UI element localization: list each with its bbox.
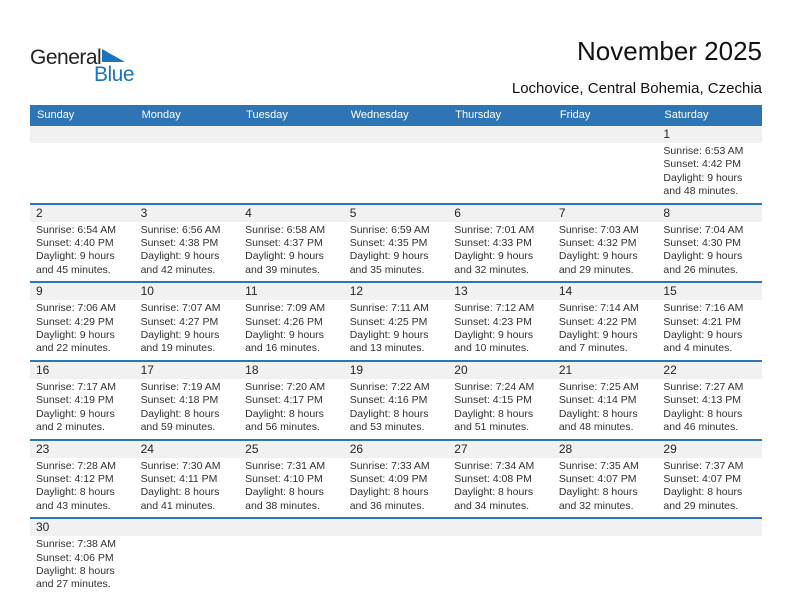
- day-number: 19: [349, 362, 364, 377]
- page-subtitle: Lochovice, Central Bohemia, Czechia: [511, 80, 762, 97]
- sunset-text: Sunset: 4:25 PM: [349, 315, 428, 328]
- day-number: 28: [558, 441, 573, 456]
- week-row: [30, 203, 762, 282]
- day-cell: [553, 143, 658, 203]
- day-number: [30, 126, 135, 143]
- sunset-text: Sunset: 4:15 PM: [454, 394, 532, 407]
- sunrise-text: Sunrise: 6:53 AM: [663, 145, 744, 157]
- week-row: [30, 360, 762, 439]
- sunset-text: Sunset: 4:06 PM: [36, 551, 114, 564]
- weekday-header: Monday: [141, 109, 181, 121]
- sunset-text: Sunset: 4:42 PM: [663, 158, 742, 171]
- week-row: [30, 281, 762, 360]
- week-row: [30, 517, 762, 596]
- sunset-text: Sunset: 4:13 PM: [663, 394, 742, 407]
- day-cell: [344, 536, 449, 596]
- sunset-text: Sunset: 4:32 PM: [558, 237, 637, 250]
- daylight-text: Daylight: 8 hours and 46 minutes.: [663, 407, 743, 434]
- sunrise-text: Sunrise: 7:09 AM: [245, 302, 326, 315]
- day-cell: [135, 222, 240, 282]
- daylight-text: Daylight: 9 hours and 45 minutes.: [36, 250, 115, 276]
- sunrise-text: Sunrise: 7:38 AM: [36, 538, 116, 551]
- day-cell: [30, 300, 135, 360]
- sunrise-text: Sunrise: 7:11 AM: [349, 302, 429, 315]
- sunrise-text: Sunrise: 6:56 AM: [140, 223, 221, 236]
- day-content-row: [30, 379, 762, 439]
- weekday-header: Friday: [559, 109, 591, 121]
- day-number-band: [30, 362, 762, 379]
- daylight-text: Daylight: 8 hours and 43 minutes.: [36, 486, 115, 512]
- day-cell: [657, 536, 762, 596]
- day-cell: [553, 536, 658, 596]
- sunset-text: Sunset: 4:38 PM: [140, 237, 219, 250]
- day-cell: [448, 379, 553, 439]
- day-cell: [344, 300, 449, 360]
- sunrise-text: Sunrise: 7:27 AM: [663, 380, 744, 393]
- day-number: 14: [558, 284, 573, 299]
- day-number: 29: [663, 441, 677, 456]
- day-cell: [657, 143, 762, 203]
- daylight-text: Daylight: 8 hours and 51 minutes.: [454, 407, 534, 434]
- weekday-header: Tuesday: [246, 109, 288, 121]
- title-block: [512, 36, 762, 97]
- daylight-text: Daylight: 9 hours and 13 minutes.: [349, 329, 429, 355]
- weekday-header: Thursday: [455, 109, 502, 121]
- day-cell: [239, 300, 344, 360]
- day-cell: [657, 379, 762, 439]
- sunrise-text: Sunrise: 7:16 AM: [663, 302, 744, 315]
- day-cell: [448, 222, 553, 282]
- day-number: [239, 519, 344, 536]
- sunrise-text: Sunrise: 7:35 AM: [558, 459, 639, 472]
- day-cell: [657, 300, 762, 360]
- sunset-text: Sunset: 4:22 PM: [558, 315, 637, 328]
- day-cell: [135, 143, 240, 203]
- day-cell: [239, 536, 344, 596]
- calendar-grid: [30, 105, 762, 596]
- day-number-band: [30, 519, 762, 536]
- sunrise-text: Sunrise: 7:01 AM: [454, 223, 535, 236]
- day-cell: [239, 379, 344, 439]
- sunset-text: Sunset: 4:18 PM: [140, 394, 219, 407]
- page-title: November 2025: [577, 36, 762, 66]
- day-number: [135, 126, 240, 143]
- daylight-text: Daylight: 8 hours and 56 minutes.: [245, 407, 324, 434]
- day-cell: [30, 458, 135, 518]
- day-cell: [30, 143, 135, 203]
- day-number: 8: [663, 205, 671, 220]
- sunset-text: Sunset: 4:21 PM: [663, 315, 742, 328]
- logo-triangle-icon: [102, 49, 125, 62]
- sunset-text: Sunset: 4:37 PM: [245, 237, 323, 250]
- day-number: 4: [245, 205, 252, 220]
- day-number: 2: [36, 205, 43, 220]
- day-number: 15: [663, 284, 677, 299]
- sunset-text: Sunset: 4:16 PM: [349, 394, 428, 407]
- day-cell: [344, 379, 449, 439]
- day-cell: [657, 458, 762, 518]
- day-number: 11: [245, 284, 258, 299]
- day-cell: [553, 379, 658, 439]
- sunrise-text: Sunrise: 6:54 AM: [36, 223, 116, 236]
- logo-text-general: General: [30, 46, 102, 69]
- day-cell: [344, 458, 449, 518]
- daylight-text: Daylight: 9 hours and 2 minutes.: [36, 407, 115, 434]
- sunset-text: Sunset: 4:29 PM: [36, 315, 114, 328]
- day-number: [344, 126, 449, 143]
- day-cell: [135, 536, 240, 596]
- sunrise-text: Sunrise: 6:59 AM: [349, 223, 430, 236]
- sunrise-text: Sunrise: 7:22 AM: [349, 380, 430, 393]
- day-cell: [448, 143, 553, 203]
- logo-text-blue: Blue: [94, 63, 135, 86]
- daylight-text: Daylight: 9 hours and 29 minutes.: [558, 250, 638, 276]
- day-cell: [448, 536, 553, 596]
- daylight-text: Daylight: 9 hours and 35 minutes.: [349, 250, 429, 276]
- sunrise-text: Sunrise: 7:34 AM: [454, 459, 535, 472]
- day-number: 27: [454, 441, 468, 456]
- day-cell: [135, 379, 240, 439]
- day-cell: [344, 222, 449, 282]
- day-number: 16: [36, 362, 50, 377]
- day-number-band: [30, 205, 762, 222]
- day-number: [657, 519, 762, 536]
- sunset-text: Sunset: 4:08 PM: [454, 472, 532, 485]
- daylight-text: Daylight: 8 hours and 38 minutes.: [245, 486, 324, 512]
- day-number: [448, 519, 553, 536]
- daylight-text: Daylight: 8 hours and 32 minutes.: [558, 486, 638, 512]
- sunset-text: Sunset: 4:33 PM: [454, 237, 532, 250]
- sunrise-text: Sunrise: 7:20 AM: [245, 380, 326, 393]
- week-row: [30, 126, 762, 203]
- sunrise-text: Sunrise: 7:06 AM: [36, 302, 116, 315]
- day-number: 17: [140, 362, 154, 377]
- day-cell: [344, 143, 449, 203]
- day-number: 3: [140, 205, 148, 220]
- sunrise-text: Sunrise: 7:17 AM: [36, 380, 116, 393]
- sunrise-text: Sunrise: 7:19 AM: [140, 380, 221, 393]
- day-number: [553, 519, 658, 536]
- weekday-header: Saturday: [664, 109, 709, 121]
- sunset-text: Sunset: 4:11 PM: [140, 472, 218, 485]
- day-cell: [30, 536, 135, 596]
- sunset-text: Sunset: 4:30 PM: [663, 237, 742, 250]
- sunrise-text: Sunrise: 7:31 AM: [245, 459, 326, 472]
- sunrise-text: Sunrise: 7:28 AM: [36, 459, 116, 472]
- day-content-row: [30, 300, 762, 360]
- sunrise-text: Sunrise: 7:12 AM: [454, 302, 535, 315]
- day-number: [344, 519, 449, 536]
- daylight-text: Daylight: 8 hours and 59 minutes.: [140, 407, 220, 434]
- day-number: 9: [36, 284, 43, 299]
- sunset-text: Sunset: 4:27 PM: [140, 315, 219, 328]
- daylight-text: Daylight: 9 hours and 39 minutes.: [245, 250, 324, 276]
- day-number: 24: [140, 441, 154, 456]
- daylight-text: Daylight: 8 hours and 27 minutes.: [36, 564, 115, 591]
- day-number: 10: [140, 284, 154, 299]
- daylight-text: Daylight: 8 hours and 34 minutes.: [454, 486, 534, 512]
- day-number: [239, 126, 344, 143]
- day-cell: [553, 300, 658, 360]
- sunrise-text: Sunrise: 7:24 AM: [454, 380, 535, 393]
- day-number: 13: [454, 284, 468, 299]
- sunset-text: Sunset: 4:09 PM: [349, 472, 428, 485]
- day-number: 22: [663, 362, 677, 377]
- day-number: 6: [454, 205, 461, 220]
- day-cell: [239, 143, 344, 203]
- weeks-container: [30, 126, 762, 596]
- sunrise-text: Sunrise: 7:30 AM: [140, 459, 221, 472]
- daylight-text: Daylight: 8 hours and 48 minutes.: [558, 407, 638, 434]
- daylight-text: Daylight: 9 hours and 26 minutes.: [663, 250, 743, 276]
- day-cell: [657, 222, 762, 282]
- day-number-band: [30, 126, 762, 143]
- daylight-text: Daylight: 9 hours and 22 minutes.: [36, 329, 115, 355]
- day-content-row: [30, 143, 762, 203]
- day-cell: [448, 300, 553, 360]
- daylight-text: Daylight: 9 hours and 19 minutes.: [140, 329, 220, 355]
- sunset-text: Sunset: 4:07 PM: [663, 472, 742, 485]
- day-cell: [239, 458, 344, 518]
- sunset-text: Sunset: 4:35 PM: [349, 237, 428, 250]
- day-number: 20: [454, 362, 468, 377]
- weekday-header: Wednesday: [350, 109, 409, 121]
- daylight-text: Daylight: 9 hours and 10 minutes.: [454, 329, 534, 355]
- daylight-text: Daylight: 8 hours and 36 minutes.: [349, 486, 429, 512]
- sunset-text: Sunset: 4:10 PM: [245, 472, 323, 485]
- day-number: 12: [349, 284, 364, 299]
- sunrise-text: Sunrise: 7:14 AM: [558, 302, 639, 315]
- daylight-text: Daylight: 8 hours and 29 minutes.: [663, 486, 743, 512]
- day-cell: [553, 458, 658, 518]
- day-content-row: [30, 458, 762, 518]
- day-number: [135, 519, 240, 536]
- weekday-header-row: [30, 105, 762, 126]
- daylight-text: Daylight: 8 hours and 41 minutes.: [140, 486, 220, 512]
- day-cell: [30, 379, 135, 439]
- week-row: [30, 439, 762, 518]
- sunrise-text: Sunrise: 7:07 AM: [140, 302, 221, 315]
- sunset-text: Sunset: 4:14 PM: [558, 394, 637, 407]
- day-cell: [239, 222, 344, 282]
- day-cell: [553, 222, 658, 282]
- sunset-text: Sunset: 4:12 PM: [36, 472, 114, 485]
- day-cell: [135, 458, 240, 518]
- weekday-header: Sunday: [37, 109, 75, 121]
- daylight-text: Daylight: 9 hours and 48 minutes.: [663, 171, 743, 198]
- sunrise-text: Sunrise: 6:58 AM: [245, 223, 326, 236]
- daylight-text: Daylight: 9 hours and 7 minutes.: [558, 329, 638, 355]
- day-cell: [30, 222, 135, 282]
- day-number: [448, 126, 553, 143]
- sunrise-text: Sunrise: 7:03 AM: [558, 223, 639, 236]
- day-cell: [448, 458, 553, 518]
- day-number-band: [30, 283, 762, 300]
- daylight-text: Daylight: 9 hours and 16 minutes.: [245, 329, 324, 355]
- day-content-row: [30, 222, 762, 282]
- day-number: 1: [663, 127, 671, 141]
- sunrise-text: Sunrise: 7:04 AM: [663, 223, 744, 236]
- day-number: 26: [349, 441, 364, 456]
- day-number: 25: [245, 441, 259, 456]
- day-number: 5: [349, 205, 357, 220]
- day-number: 23: [36, 441, 50, 456]
- day-number: 18: [245, 362, 259, 377]
- sunset-text: Sunset: 4:19 PM: [36, 394, 114, 407]
- sunset-text: Sunset: 4:26 PM: [245, 315, 323, 328]
- general-blue-logo: [30, 46, 180, 87]
- sunset-text: Sunset: 4:40 PM: [36, 237, 114, 250]
- daylight-text: Daylight: 9 hours and 32 minutes.: [454, 250, 534, 276]
- sunset-text: Sunset: 4:17 PM: [245, 394, 323, 407]
- daylight-text: Daylight: 9 hours and 4 minutes.: [663, 329, 743, 355]
- sunset-text: Sunset: 4:07 PM: [558, 472, 637, 485]
- day-number: 7: [558, 205, 566, 220]
- day-number: [553, 126, 658, 143]
- sunset-text: Sunset: 4:23 PM: [454, 315, 532, 328]
- day-content-row: [30, 536, 762, 596]
- day-number: 21: [558, 362, 573, 377]
- day-number: 30: [36, 520, 50, 535]
- daylight-text: Daylight: 8 hours and 53 minutes.: [349, 407, 429, 434]
- day-cell: [135, 300, 240, 360]
- sunrise-text: Sunrise: 7:25 AM: [558, 380, 639, 393]
- day-number-band: [30, 441, 762, 458]
- sunrise-text: Sunrise: 7:33 AM: [349, 459, 430, 472]
- sunrise-text: Sunrise: 7:37 AM: [663, 459, 744, 472]
- daylight-text: Daylight: 9 hours and 42 minutes.: [140, 250, 220, 276]
